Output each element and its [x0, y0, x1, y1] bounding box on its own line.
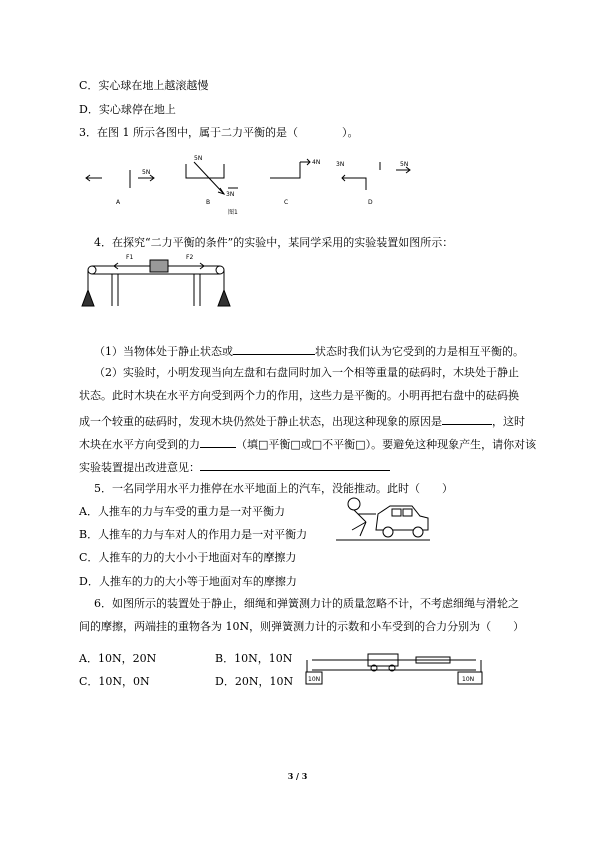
q4-left-pulley [88, 266, 96, 274]
q4-right-pulley [216, 266, 224, 274]
figure-q4-apparatus [78, 254, 234, 310]
figure-1 [78, 148, 423, 216]
q6-option-d: D．20N，10N [215, 675, 294, 688]
q4-blank-3[interactable] [200, 436, 236, 448]
fig1-caption: 图1 [228, 209, 238, 216]
fig1-label-d: D [368, 199, 373, 206]
question-6-line-2: 间的摩擦，两端挂的重物各为 10N，则弹簧测力计的示数和小车受到的合力分别为（ ） [79, 620, 525, 633]
fig1-c-body [270, 162, 300, 178]
fig1-d-force-label: 3N [336, 161, 345, 168]
q5-car-wheel-1 [383, 527, 393, 537]
fig1-label-c: C [284, 199, 289, 206]
q6-right-weight-label: 10N [462, 676, 475, 683]
q5-person-head [348, 498, 360, 510]
figure-q5-push-car [332, 492, 432, 544]
q4-part-2-line-2: 状态。此时木块在水平方向受到两个力的作用，这些力是平衡的。小明再把右盘中的砝码换 [79, 389, 519, 402]
q5-person-body [354, 510, 366, 522]
q4-blank-4[interactable] [200, 459, 390, 471]
question-4: 4．在探究“二力平衡的条件”的实验中，某同学采用的实验装置如图所示： [94, 236, 454, 249]
q4-f1-label: F1 [126, 254, 134, 261]
q4-part-2-line-4: 木块在水平方向受到的力 （填□平衡□或□不平衡□）。要避免这种现象产生，请你对该 [79, 438, 537, 451]
question-5: 5．一名同学用水平力推停在水平地面上的汽车，没能推动。此时（ ） [94, 482, 453, 495]
q5-option-d: D．人推车的力的大小等于地面对车的摩擦力 [79, 575, 297, 588]
option-c-line: C．实心球在地上越滚越慢 [79, 79, 209, 92]
question-6-line-1: 6．如图所示的装置处于静止，细绳和弹簧测力计的质量忽略不计，不考虑细绳与滑轮之 [94, 597, 519, 610]
fig1-d-body [342, 178, 366, 190]
fig1-label-a: A [116, 199, 121, 206]
q5-option-b: B．人推车的力与车对人的作用力是一对平衡力 [79, 528, 308, 541]
q4-part-2-line-3: 成一个较重的砝码时，发现木块仍然处于静止状态，出现这种现象的原因是 ，这时 [79, 415, 525, 428]
q4-blank-1[interactable] [233, 343, 315, 355]
q5-car-body [376, 506, 428, 530]
q5-car-wheel-2 [413, 527, 423, 537]
q4-part-2-line-1: （2）实验时，小明发现当向左盘和右盘同时加入一个相等重量的砝码时，木块处于静止 [94, 366, 519, 379]
q4-wood-block [150, 260, 168, 272]
fig1-b-box [186, 164, 224, 178]
q4-f2-label: F2 [186, 254, 194, 261]
q4-right-pan [218, 290, 230, 306]
q5-option-c: C．人推车的力的大小小于地面对车的摩擦力 [79, 551, 297, 564]
q6-option-b: B．10N，10N [215, 652, 293, 665]
option-d-line: D．实心球停在地上 [79, 103, 176, 116]
figure-q6-cart [304, 646, 486, 686]
fig1-label-b: B [206, 199, 211, 206]
q6-option-a: A．10N，20N [79, 652, 157, 665]
fig1-b-force-label: 5N [194, 155, 203, 162]
fig1-a-force-label: 5N [142, 169, 151, 176]
fig1-d-force-label-2: 5N [400, 161, 409, 168]
fig1-c-force-label: 4N [312, 159, 321, 166]
q5-car-window [392, 509, 401, 516]
q4-blank-2[interactable] [442, 413, 492, 425]
q4-left-pan [82, 290, 94, 306]
q4-part-1: （1）当物体处于静止状态或 状态时我们认为它受到的力是相互平衡的。 [94, 345, 524, 358]
question-3: 3．在图 1 所示各图中，属于二力平衡的是（ ）。 [79, 126, 359, 139]
fig1-b-force-label-2: 3N [226, 191, 235, 198]
q4-part-2-line-5: 实验装置提出改进意见： [79, 459, 390, 475]
page-number: 3 / 3 [287, 771, 308, 781]
q6-option-c: C．10N，0N [79, 675, 150, 688]
q5-car-window-2 [403, 509, 412, 516]
q6-left-weight-label: 10N [308, 676, 321, 683]
q5-option-a: A．人推车的力与车受的重力是一对平衡力 [79, 505, 285, 518]
